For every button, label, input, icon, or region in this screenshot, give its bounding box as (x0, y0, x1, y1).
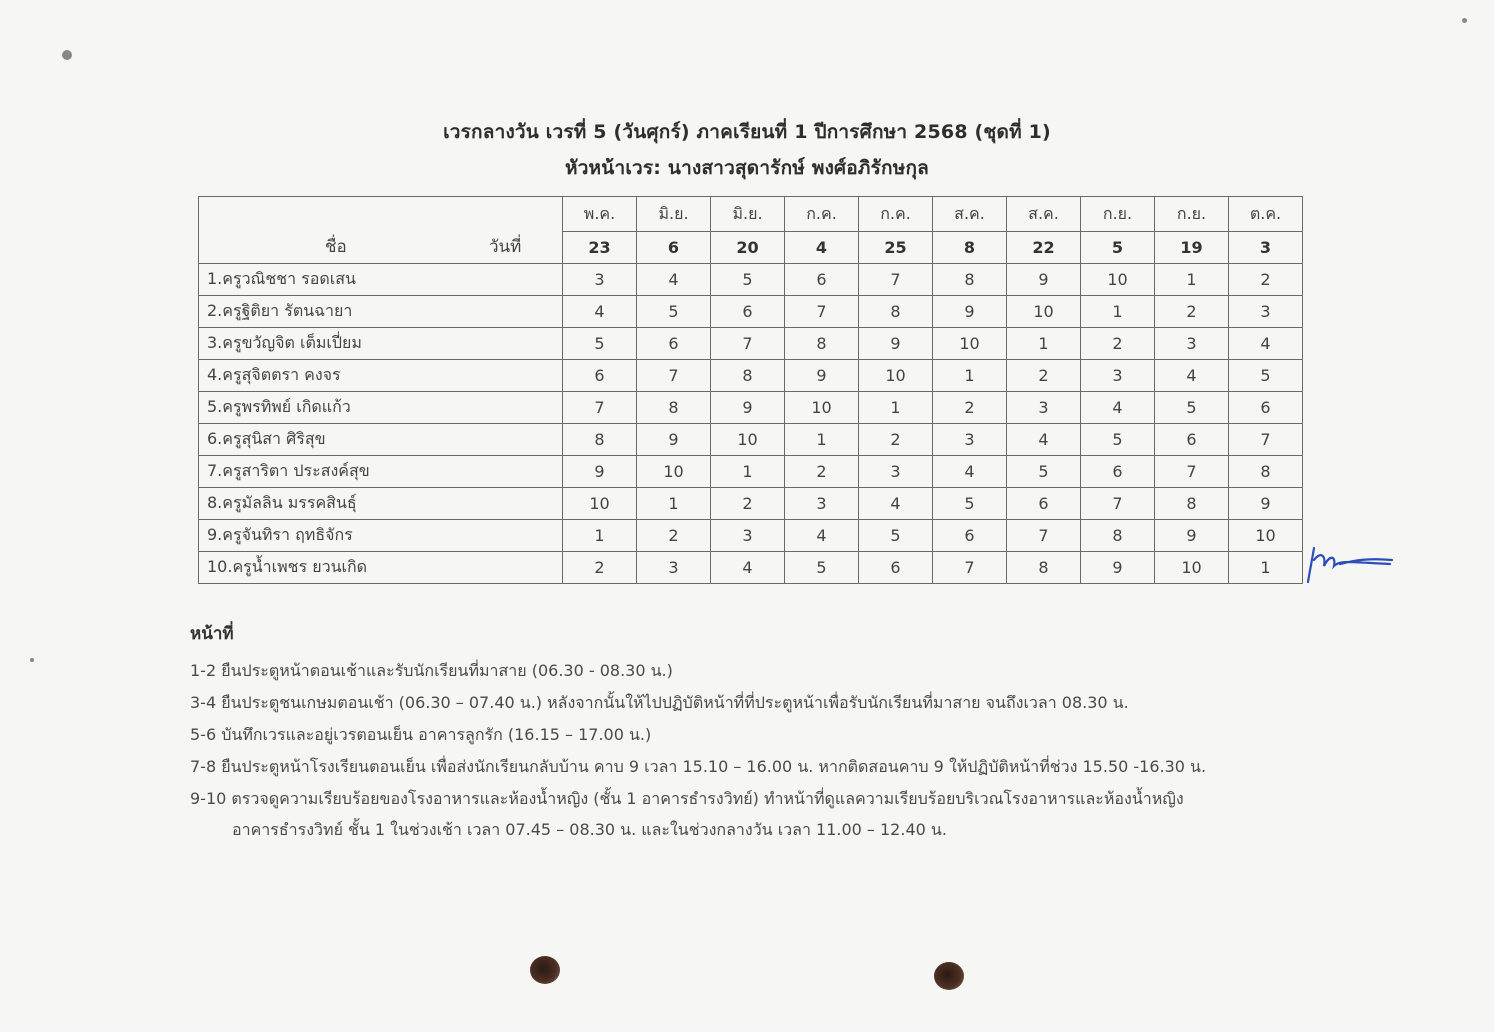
duty-number-cell: 1 (563, 520, 637, 552)
schedule-table (198, 196, 1303, 584)
duty-number-cell: 6 (1229, 392, 1303, 424)
duties-heading: หน้าที่ (190, 624, 234, 644)
day-header: 20 (711, 232, 785, 264)
day-header: 6 (637, 232, 711, 264)
month-header-row (199, 197, 1303, 232)
duty-number-cell: 5 (563, 328, 637, 360)
duty-number-cell: 6 (859, 552, 933, 584)
duty-number-cell: 5 (1229, 360, 1303, 392)
duty-number-cell: 6 (933, 520, 1007, 552)
duty-number-cell: 5 (859, 520, 933, 552)
duty-number-cell: 3 (637, 552, 711, 584)
month-header: ส.ค. (933, 197, 1007, 232)
duty-number-cell: 9 (1229, 488, 1303, 520)
duty-number-cell: 9 (637, 424, 711, 456)
duty-number-cell: 10 (1155, 552, 1229, 584)
table-row (199, 520, 1303, 552)
punch-hole (934, 962, 964, 990)
duty-number-cell: 7 (711, 328, 785, 360)
duty-number-cell: 8 (711, 360, 785, 392)
duty-number-cell: 2 (711, 488, 785, 520)
duty-number-cell: 9 (933, 296, 1007, 328)
teacher-name: 7.ครูสาริตา ประสงค์สุข (199, 456, 563, 488)
duty-number-cell: 6 (637, 328, 711, 360)
duty-number-cell: 4 (711, 552, 785, 584)
duty-number-cell: 8 (933, 264, 1007, 296)
day-header: 8 (933, 232, 1007, 264)
duty-number-cell: 9 (1007, 264, 1081, 296)
duty-number-cell: 7 (563, 392, 637, 424)
duties-section (190, 620, 1206, 847)
duty-number-cell: 3 (1081, 360, 1155, 392)
duty-number-cell: 2 (637, 520, 711, 552)
duty-number-cell: 4 (785, 520, 859, 552)
duty-number-cell: 7 (1081, 488, 1155, 520)
duty-number-cell: 2 (933, 392, 1007, 424)
duty-number-cell: 9 (711, 392, 785, 424)
day-header: 5 (1081, 232, 1155, 264)
duty-number-cell: 4 (563, 296, 637, 328)
name-day-header-cell (199, 197, 563, 264)
duty-number-cell: 7 (933, 552, 1007, 584)
duty-number-cell: 10 (563, 488, 637, 520)
duty-number-cell: 7 (785, 296, 859, 328)
teacher-name: 2.ครูฐิติยา รัตนฉายา (199, 296, 563, 328)
duty-number-cell: 8 (637, 392, 711, 424)
duty-number-cell: 8 (1081, 520, 1155, 552)
teacher-name: 1.ครูวณิชชา รอดเสน (199, 264, 563, 296)
paper-speck (30, 658, 34, 662)
duty-number-cell: 4 (1229, 328, 1303, 360)
duty-number-cell: 7 (1155, 456, 1229, 488)
duty-number-cell: 3 (711, 520, 785, 552)
teacher-name: 4.ครูสุจิตตรา คงจร (199, 360, 563, 392)
duty-number-cell: 1 (1007, 328, 1081, 360)
table-row (199, 424, 1303, 456)
duty-number-cell: 1 (1155, 264, 1229, 296)
duty-number-cell: 4 (1081, 392, 1155, 424)
duty-number-cell: 2 (1229, 264, 1303, 296)
duty-number-cell: 6 (1007, 488, 1081, 520)
table-row (199, 552, 1303, 584)
table-row (199, 392, 1303, 424)
duty-number-cell: 1 (1081, 296, 1155, 328)
duty-number-cell: 8 (785, 328, 859, 360)
duty-number-cell: 6 (1081, 456, 1155, 488)
duty-number-cell: 8 (1007, 552, 1081, 584)
table-row (199, 328, 1303, 360)
teacher-name: 6.ครูสุนิสา ศิริสุข (199, 424, 563, 456)
duty-number-cell: 1 (1229, 552, 1303, 584)
duty-number-cell: 1 (711, 456, 785, 488)
duty-number-cell: 1 (859, 392, 933, 424)
duty-number-cell: 6 (785, 264, 859, 296)
teacher-name: 10.ครูน้ำเพชร ยวนเกิด (199, 552, 563, 584)
duty-number-cell: 5 (1155, 392, 1229, 424)
duty-number-cell: 6 (563, 360, 637, 392)
paper-speck (62, 50, 72, 60)
day-header: 19 (1155, 232, 1229, 264)
duty-number-cell: 4 (1155, 360, 1229, 392)
duty-number-cell: 10 (859, 360, 933, 392)
duty-number-cell: 3 (859, 456, 933, 488)
duty-number-cell: 10 (711, 424, 785, 456)
duty-number-cell: 1 (785, 424, 859, 456)
month-header: ก.ย. (1155, 197, 1229, 232)
month-header: ส.ค. (1007, 197, 1081, 232)
duty-number-cell: 2 (1007, 360, 1081, 392)
duty-number-cell: 4 (637, 264, 711, 296)
duty-number-cell: 10 (785, 392, 859, 424)
duty-number-cell: 3 (563, 264, 637, 296)
duty-number-cell: 8 (563, 424, 637, 456)
day-header: 25 (859, 232, 933, 264)
duty-number-cell: 1 (637, 488, 711, 520)
table-row (199, 360, 1303, 392)
duty-number-cell: 5 (785, 552, 859, 584)
duty-item: 5-6 บันทึกเวรและอยู่เวรตอนเย็น อาคารลูกรัก (16.15 – 17.00 น.) (190, 725, 652, 744)
day-header: 4 (785, 232, 859, 264)
teacher-name: 5.ครูพรทิพย์ เกิดแก้ว (199, 392, 563, 424)
duty-number-cell: 8 (859, 296, 933, 328)
duty-number-cell: 6 (711, 296, 785, 328)
month-header: มิ.ย. (637, 197, 711, 232)
signature (1300, 530, 1400, 594)
document-title: เวรกลางวัน เวรที่ 5 (วันศุกร์) ภาคเรียนที่ 1 ปีการศึกษา 2568 (ชุดที่ 1) (443, 121, 1051, 143)
duty-number-cell: 3 (1007, 392, 1081, 424)
duty-number-cell: 3 (933, 424, 1007, 456)
duty-number-cell: 7 (1007, 520, 1081, 552)
duty-number-cell: 3 (1155, 328, 1229, 360)
day-header: 22 (1007, 232, 1081, 264)
duty-number-cell: 8 (1155, 488, 1229, 520)
duty-number-cell: 7 (1229, 424, 1303, 456)
teacher-name: 8.ครูมัลลิน มรรคสินธุ์ (199, 488, 563, 520)
duty-item: 7-8 ยืนประตูหน้าโรงเรียนตอนเย็น เพื่อส่งนักเรียนกลับบ้าน คาบ 9 เวลา 15.10 – 16.00 น. หากติดสอนคาบ 9 ให้ปฏิบัติหน้าที่ช่วง 15.50 -16.30 น. (190, 757, 1207, 776)
month-header: พ.ค. (563, 197, 637, 232)
duty-number-cell: 1 (933, 360, 1007, 392)
duty-number-cell: 10 (1007, 296, 1081, 328)
duty-number-cell: 2 (785, 456, 859, 488)
duty-number-cell: 10 (1229, 520, 1303, 552)
duty-number-cell: 5 (1081, 424, 1155, 456)
month-header: ก.ค. (785, 197, 859, 232)
duty-number-cell: 9 (859, 328, 933, 360)
duty-number-cell: 2 (859, 424, 933, 456)
duty-number-cell: 5 (637, 296, 711, 328)
teacher-name: 3.ครูขวัญจิต เต็มเปี่ยม (199, 328, 563, 360)
duty-number-cell: 9 (785, 360, 859, 392)
table-row (199, 296, 1303, 328)
paper-speck (1462, 18, 1467, 23)
duty-number-cell: 9 (1155, 520, 1229, 552)
duty-number-cell: 8 (1229, 456, 1303, 488)
punch-hole (530, 956, 560, 984)
duty-number-cell: 10 (933, 328, 1007, 360)
duty-number-cell: 3 (785, 488, 859, 520)
duty-number-cell: 10 (637, 456, 711, 488)
table-row (199, 488, 1303, 520)
duty-number-cell: 4 (859, 488, 933, 520)
day-header: 23 (563, 232, 637, 264)
duty-head: หัวหน้าเวร: นางสาวสุดารักษ์ พงศ์อภิรักษกุล (564, 157, 930, 179)
duty-number-cell: 2 (1155, 296, 1229, 328)
duty-number-cell: 7 (859, 264, 933, 296)
duty-number-cell: 6 (1155, 424, 1229, 456)
day-header: 3 (1229, 232, 1303, 264)
month-header: ก.ค. (859, 197, 933, 232)
table-row (199, 456, 1303, 488)
duty-number-cell: 2 (1081, 328, 1155, 360)
day-header: วันที่ (489, 237, 522, 257)
duty-number-cell: 2 (563, 552, 637, 584)
duty-item-continuation: อาคารธำรงวิทย์ ชั้น 1 ในช่วงเช้า เวลา 07.45 – 08.30 น. และในช่วงกลางวัน เวลา 11.00 – 12.40 น. (232, 820, 947, 839)
duty-number-cell: 10 (1081, 264, 1155, 296)
duty-item: 9-10 ตรวจดูความเรียบร้อยของโรงอาหารและห้องน้ำหญิง (ชั้น 1 อาคารธำรงวิทย์) ทำหน้าที่ดูแลความเรียบร้อยบริเวณโรงอาหารและห้องน้ำหญิง (190, 789, 1184, 808)
teacher-name: 9.ครูจันทิรา ฤทธิจักร (199, 520, 563, 552)
table-row (199, 264, 1303, 296)
duty-number-cell: 7 (637, 360, 711, 392)
month-header: มิ.ย. (711, 197, 785, 232)
duty-number-cell: 9 (563, 456, 637, 488)
duty-number-cell: 4 (933, 456, 1007, 488)
name-header: ชื่อ (325, 237, 347, 257)
duty-number-cell: 5 (933, 488, 1007, 520)
duty-number-cell: 3 (1229, 296, 1303, 328)
duty-number-cell: 5 (711, 264, 785, 296)
month-header: ก.ย. (1081, 197, 1155, 232)
schedule-body (199, 264, 1303, 584)
duty-number-cell: 4 (1007, 424, 1081, 456)
duty-number-cell: 9 (1081, 552, 1155, 584)
duty-number-cell: 5 (1007, 456, 1081, 488)
duty-item: 1-2 ยืนประตูหน้าตอนเช้าและรับนักเรียนที่มาสาย (06.30 - 08.30 น.) (190, 661, 673, 680)
duty-item: 3-4 ยืนประตูชนเกษมตอนเช้า (06.30 – 07.40 น.) หลังจากนั้นให้ไปปฏิบัติหน้าที่ที่ประตูหน้าเพื่อรับนักเรียนที่มาสาย จนถึงเวลา 08.30 น. (190, 693, 1129, 712)
month-header: ต.ค. (1229, 197, 1303, 232)
